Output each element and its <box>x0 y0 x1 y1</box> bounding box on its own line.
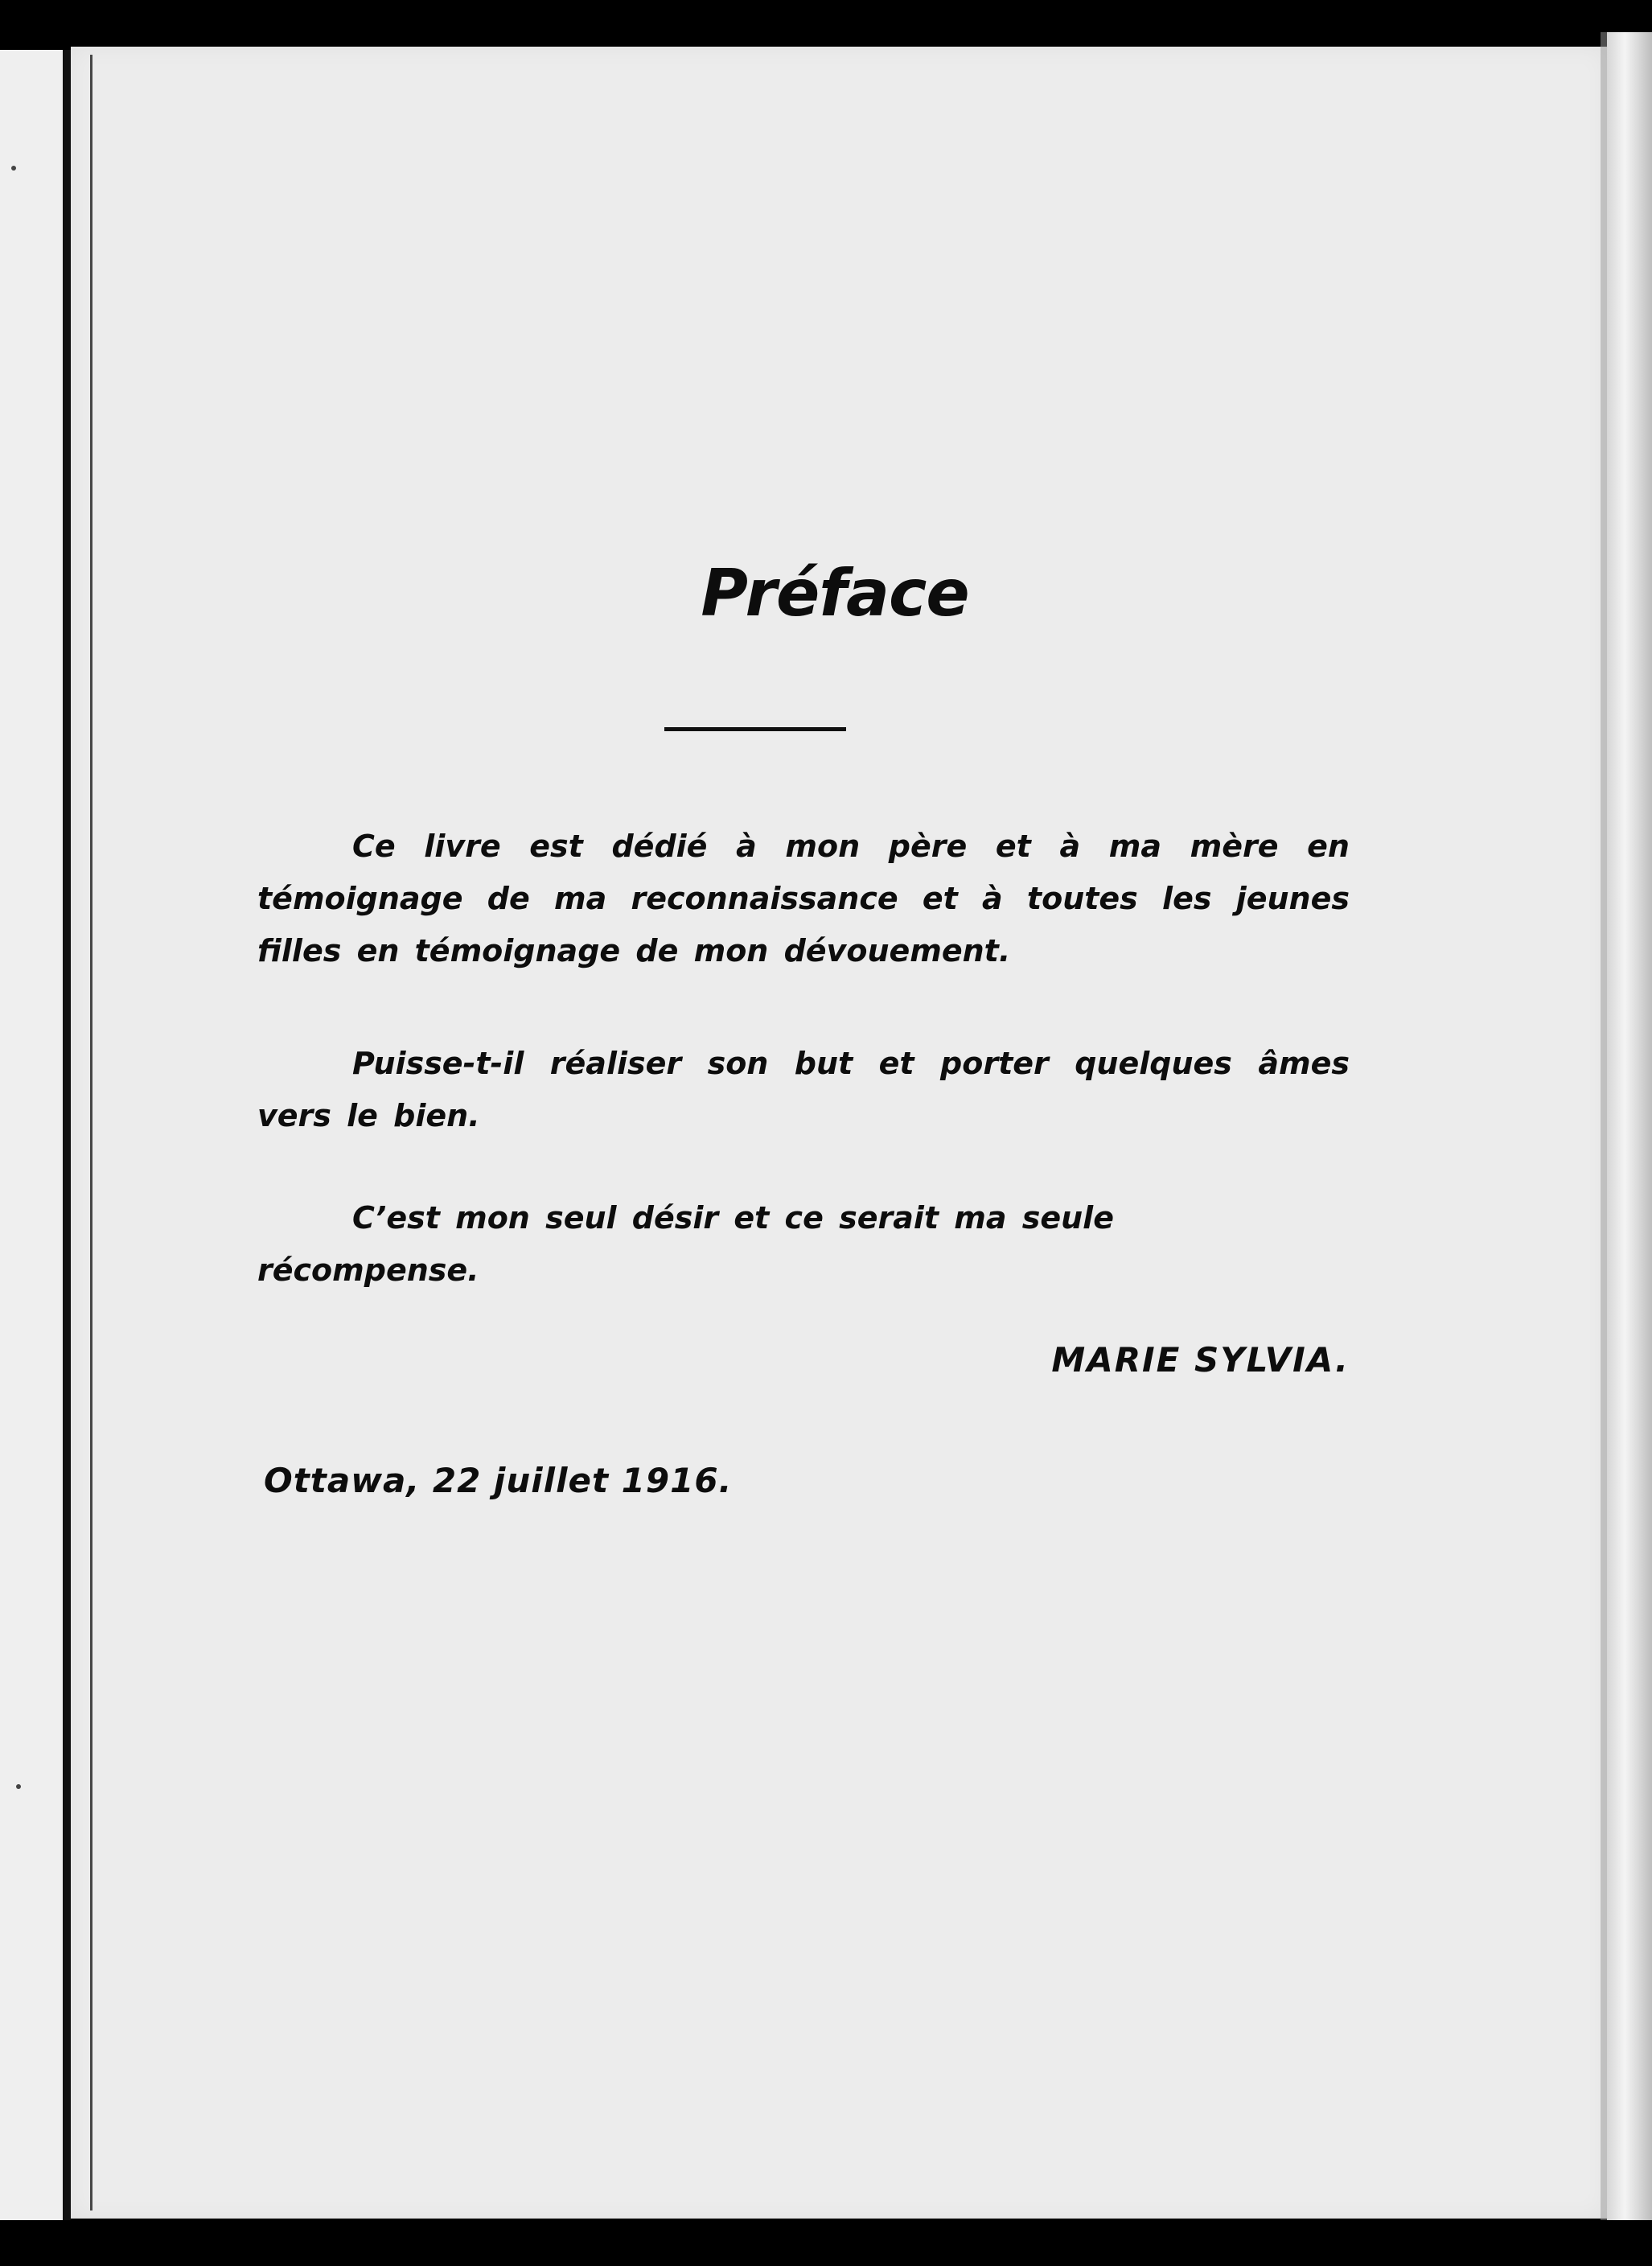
author-signature: MARIE SYLVIA. <box>1051 1340 1350 1380</box>
page-title: Préface <box>701 556 969 631</box>
previous-page-edge <box>0 50 63 2220</box>
paragraph-desire: C’est mon seul désir et ce serait ma seule récompense. <box>257 1200 1114 1288</box>
page-content <box>71 47 1607 2219</box>
right-page-shadow <box>1601 32 1607 2220</box>
paragraph-dedication: Ce livre est dédié à mon père et à ma mère en témoignage de ma reconnaissance et à toutes les jeunes filles en témoignage de mon dévouement. <box>257 829 1350 968</box>
title-divider <box>664 727 846 731</box>
place-and-date: Ottawa, 22 juillet 1916. <box>264 1461 733 1500</box>
book-page <box>71 47 1607 2219</box>
paragraph-wish: Puisse-t-il réaliser son but et porter quelques âmes vers le bien. <box>257 1046 1350 1133</box>
speck <box>16 1784 21 1789</box>
binding-edge <box>63 50 71 2220</box>
right-page-edge <box>1607 32 1652 2220</box>
speck <box>11 166 16 171</box>
